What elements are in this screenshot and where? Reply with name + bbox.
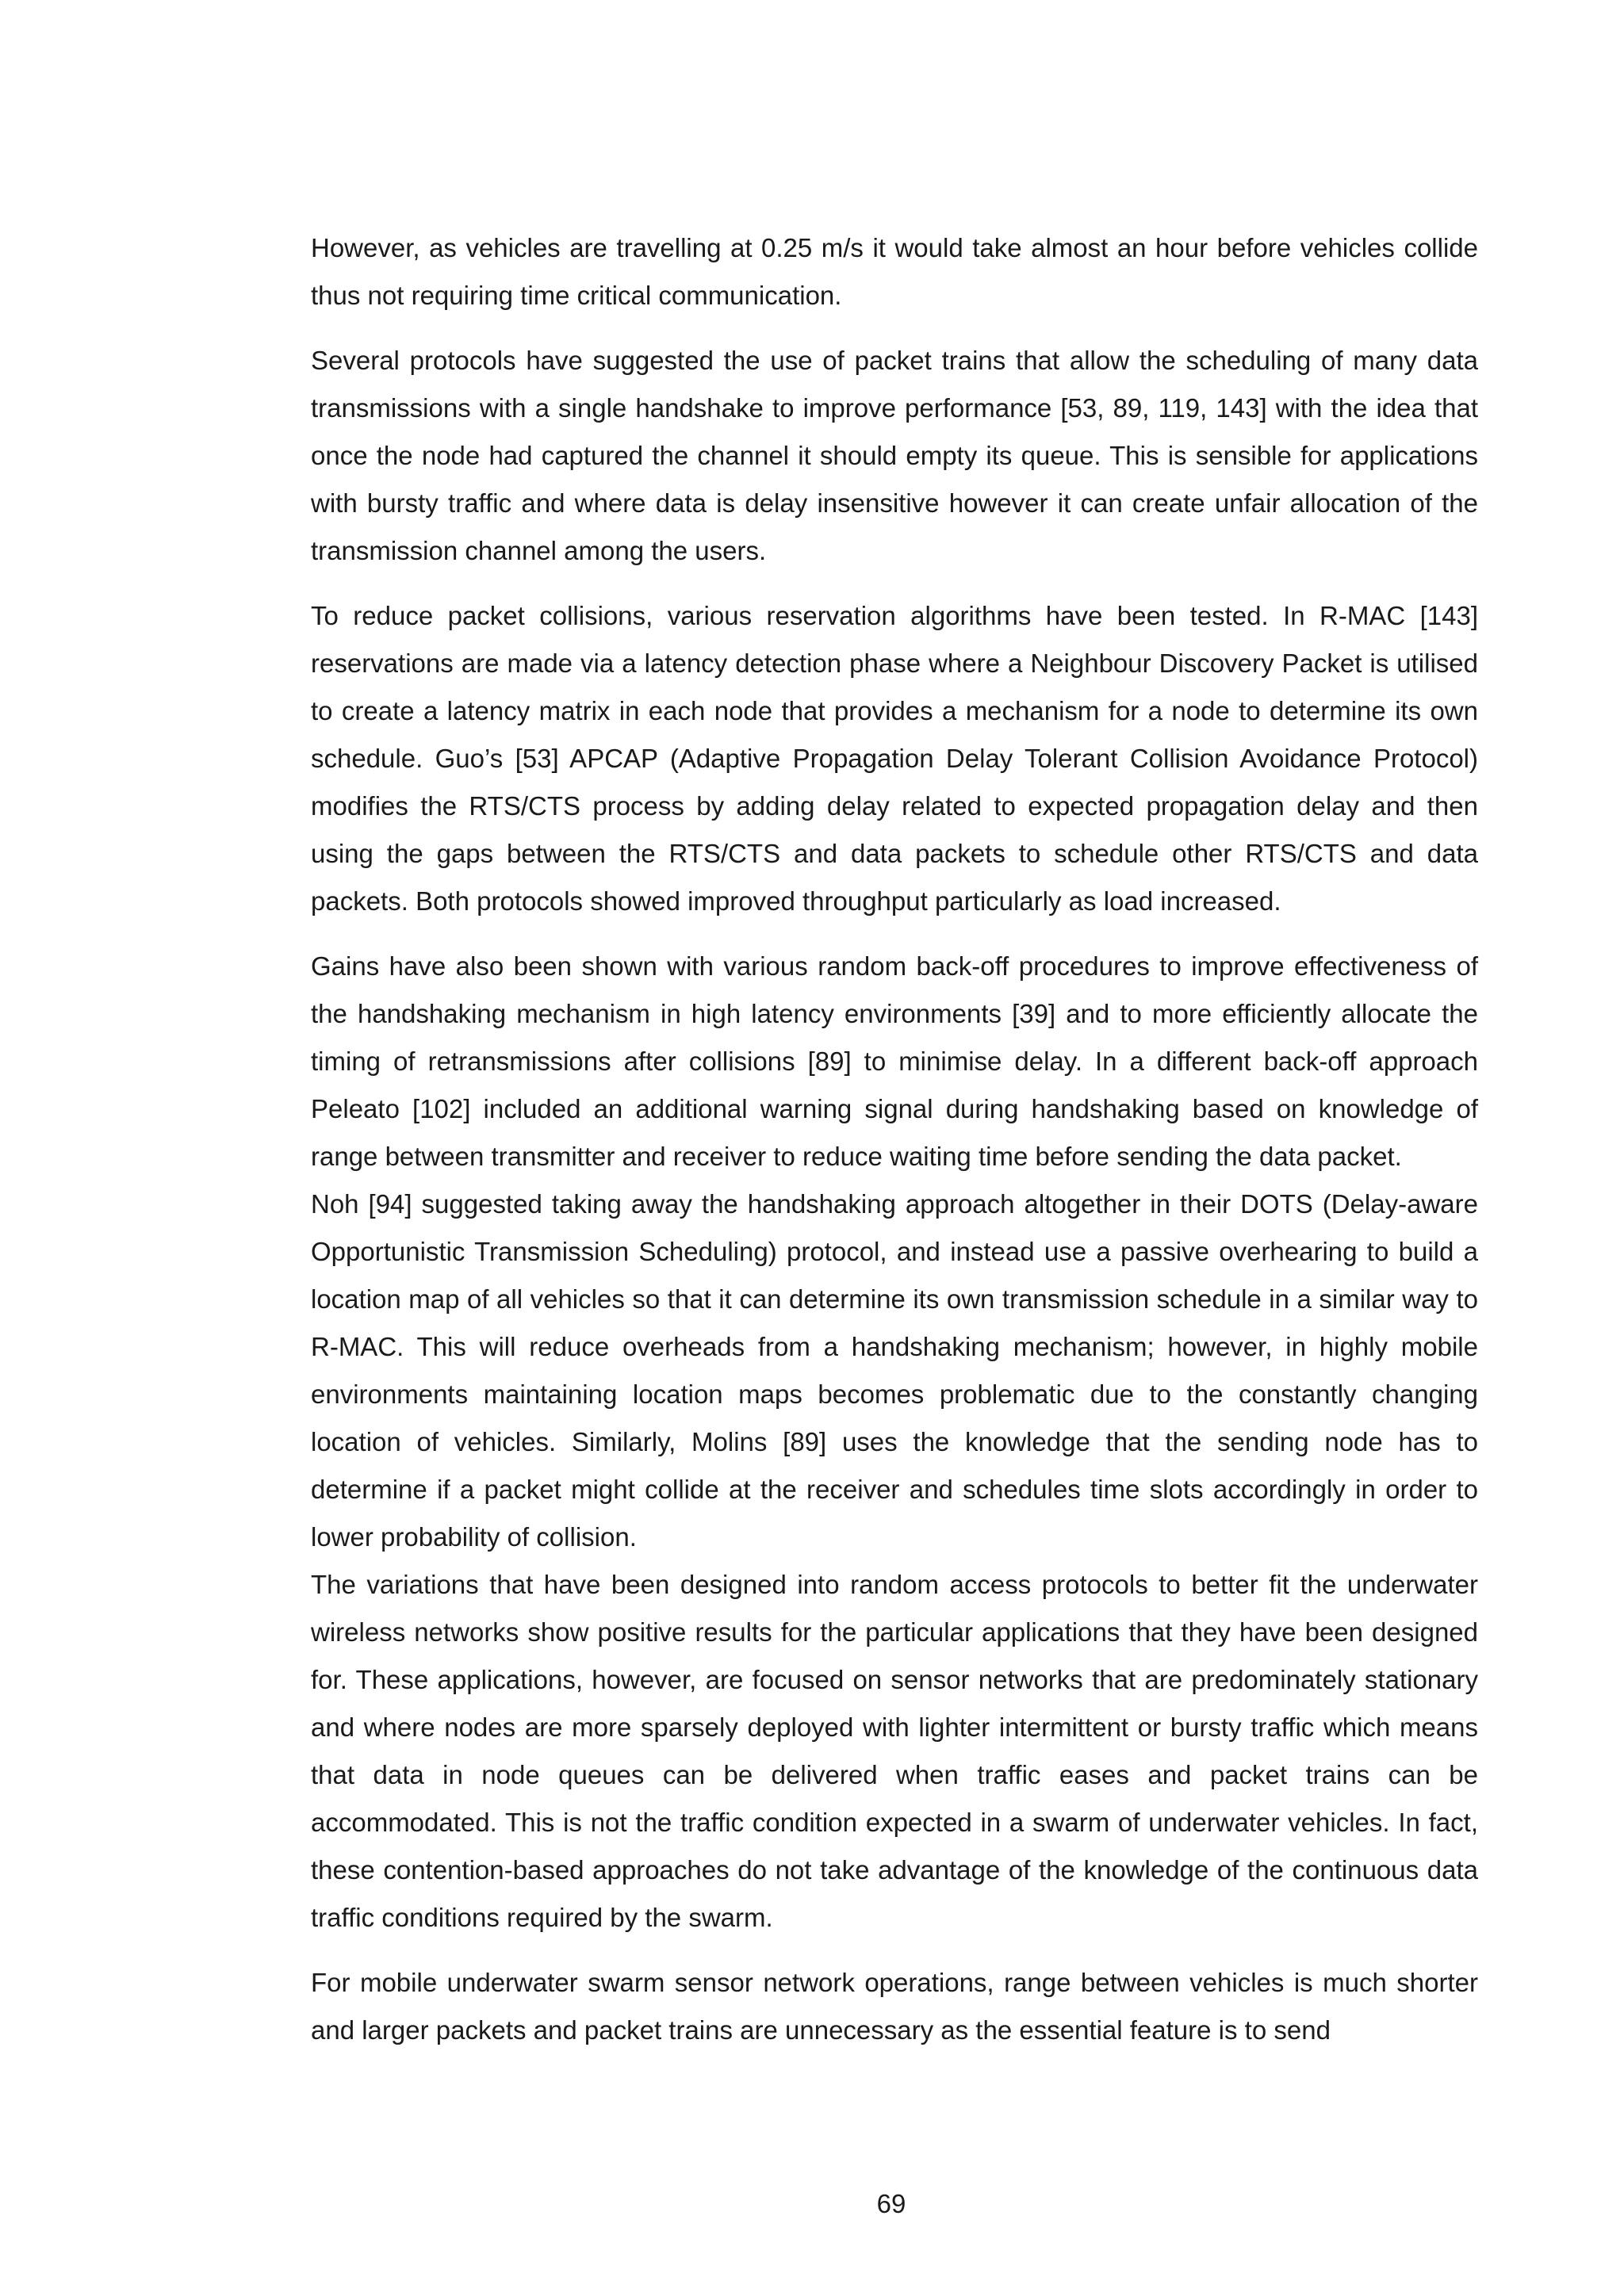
page-number: 69 xyxy=(876,2189,906,2218)
paragraph-packet-trains: Several protocols have suggested the use of packet trains that allow the scheduling of many data transmissions with a single handshake to improve performance [53, 89, 119, 143] with the idea that once the node had captured the channel it should empty its queue. This is sensible for applications with bursty traffic and where data is delay insensitive however it can create unfair allocation of the transmission channel among the users. xyxy=(311,346,1478,565)
paragraph-reservation-algorithms: To reduce packet collisions, various reservation algorithms have been tested. In R-MAC [143] reservations are made via a latency detection phase where a Neighbour Discovery Packet is utilised to create a latency matrix in each node that provides a mechanism for a node to determine its own schedule. Guo’s [53] APCAP (Adaptive Propagation Delay Tolerant Collision Avoidance Protocol) modifies the RTS/CTS process by adding delay related to expected propagation delay and then using the gaps between the RTS/CTS and data packets to schedule other RTS/CTS and data packets. Both protocols showed improved throughput particularly as load increased. xyxy=(311,601,1478,916)
paragraph-random-access-variations: The variations that have been designed into random access protocols to better fit the underwater wireless networks show positive results for the particular applications that they have been designed for. These applications, however, are focused on sensor networks that are predominately stationary and where nodes are more sparsely deployed with lighter intermittent or bursty traffic which means that data in node queues can be delivered when traffic eases and packet trains can be accommodated. This is not the traffic condition expected in a swarm of underwater vehicles. In fact, these contention-based approaches do not take advantage of the knowledge of the continuous data traffic conditions required by the swarm. xyxy=(311,1570,1478,1932)
paragraph-back-off-procedures: Gains have also been shown with various random back-off procedures to improve effectiveness of the handshaking mechanism in high latency environments [39] and to more efficiently allocate the timing of retransmissions after collisions [89] to minimise delay. In a different back-off approach Peleato [102] included an additional warning signal during handshaking based on knowledge of range between transmitter and receiver to reduce waiting time before sending the data packet. xyxy=(311,951,1478,1171)
body-text xyxy=(311,224,1478,2054)
paragraph-dots-protocol: Noh [94] suggested taking away the handshaking approach altogether in their DOTS (Delay-aware Opportunistic Transmission Scheduling) protocol, and instead use a passive overhearing to build a location map of all vehicles so that it can determine its own transmission schedule in a similar way to R-MAC. This will reduce overheads from a handshaking mechanism; however, in highly mobile environments maintaining location maps becomes problematic due to the constantly changing location of vehicles. Similarly, Molins [89] uses the knowledge that the sending node has to determine if a packet might collide at the receiver and schedules time slots accordingly in order to lower probability of collision. xyxy=(311,1189,1478,1552)
paragraph-swarm-operations: For mobile underwater swarm sensor network operations, range between vehicles is much shorter and larger packets and packet trains are unnecessary as the essential feature is to send xyxy=(311,1968,1478,2045)
paragraph-vehicle-speed: However, as vehicles are travelling at 0.25 m/s it would take almost an hour before vehicles collide thus not requiring time critical communication. xyxy=(311,233,1478,310)
